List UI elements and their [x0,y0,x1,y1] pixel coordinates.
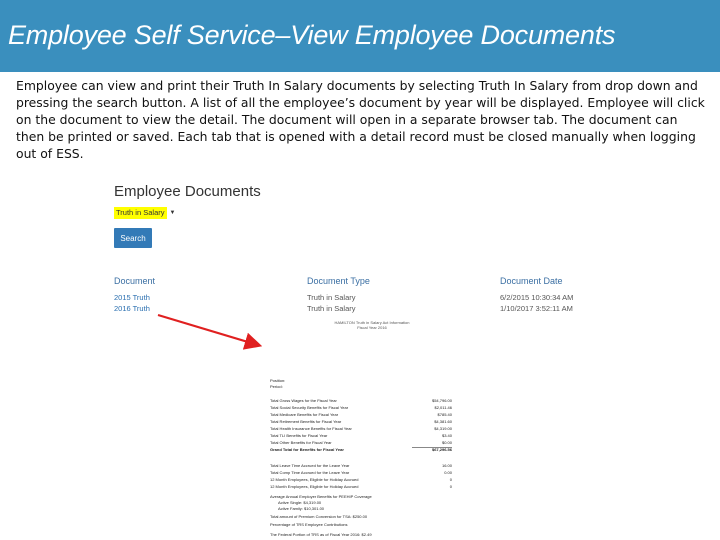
document-date-cell: 6/2/2015 10:30:34 AM [500,293,574,302]
select-value: Truth in Salary [116,207,165,217]
row-value: 0 [449,477,452,482]
search-button[interactable]: Search [114,228,152,248]
document-detail-preview [262,318,458,540]
preview-row [270,463,452,470]
document-date-cell: 1/10/2017 3:52:11 AM [500,304,573,313]
preview-meta [270,378,285,390]
note-text: Average Annual Employer Benefits for PEEHIP Coverage [270,494,372,499]
row-label: Total Social Security Benefits for Fiscal Year [270,405,349,410]
preview-meta-line: Position: [270,378,286,383]
row-value: $4,381.60 [434,419,452,424]
preview-row [270,419,452,426]
preview-header [292,320,452,330]
row-value: $54,796.00 [431,398,452,403]
row-label: Grand Total for Benefits for Fiscal Year [270,447,344,452]
row-label: Total Leave Time Accrued for the Leave Year [270,463,350,468]
document-type-cell: Truth in Salary [307,293,356,302]
preview-note [270,514,452,521]
preview-row [270,405,452,412]
row-value: $3.40 [441,433,452,438]
slide-body-text: Employee can view and print their Truth In Salary documents by selecting Truth In Salary from drop down and pressing the search button. A list of all the employee’s document by year will be displayed. Employee will click on the document to view the detail. The document will open in a separate browser tab. The document can then be printed or saved. Each tab that is opened with a detail record must be closed manually when logging out of ESS. [16,78,705,161]
employee-documents-screenshot [106,175,676,325]
row-label: 12 Month Employees, Eligible for Holiday Accrued [270,484,359,489]
preview-note [278,506,460,513]
preview-row [270,433,452,440]
document-type-cell: Truth in Salary [307,304,356,313]
document-link-2016[interactable]: 2016 Truth [114,304,150,313]
row-value: $4,319.00 [434,426,452,431]
document-link-2015[interactable]: 2015 Truth [114,293,150,302]
chevron-down-icon: ▼ [169,209,176,216]
preview-total-row [270,447,452,454]
preview-row [270,398,452,405]
preview-meta-line: Period: [270,384,283,389]
preview-row [270,412,452,419]
preview-note [270,522,452,529]
preview-note [270,532,452,539]
preview-header-line: HAMILTON Truth in Salary Act Information [334,320,410,325]
row-label: Total Medicare Benefits for Fiscal Year [270,412,339,417]
document-type-select[interactable] [114,206,175,219]
row-label: Total Comp Time Accrued for the Leave Year [270,470,350,475]
preview-row [270,477,452,484]
note-text: Total amount of Premium Conversion for TSA: $250.00 [270,514,368,519]
row-label: Total Gross Wages for the Fiscal Year [270,398,337,403]
slide-title: Employee Self Service–View Employee Documents [8,20,616,50]
preview-row [270,470,452,477]
slide-title-bar [0,0,720,72]
preview-row [270,440,452,447]
row-label: Total Health Insurance Benefits for Fiscal Year [270,426,352,431]
preview-row [270,426,452,433]
row-value: $0.00 [441,440,452,445]
note-text: The Federal Portion of TRS as of Fiscal Year 2016: $2.49 [270,532,372,537]
preview-header-line: Fiscal Year 2016 [357,325,387,330]
row-value: 16.00 [441,463,452,468]
note-text: Active Single: $4,319.00 [278,500,322,505]
column-header-document: Document [114,276,156,286]
note-text: Percentage of TRS Employee Contributions [270,522,348,527]
row-label: 12 Month Employees, Eligible for Holiday Accrued [270,477,359,482]
row-value: $67,296.56 [431,447,452,452]
page-title: Employee Documents [114,183,261,200]
row-value: $785.40 [437,412,452,417]
note-text: Active Family: $10,301.00 [278,506,325,511]
row-value: $2,011.46 [434,405,452,410]
row-label: Total Other Benefits for Fiscal Year [270,440,332,445]
row-value: 0 [449,484,452,489]
row-value: 0.00 [444,470,452,475]
row-label: Total TLI Benefits for Fiscal Year [270,433,328,438]
column-header-document-date: Document Date [500,276,563,286]
row-label: Total Retirement Benefits for Fiscal Year [270,419,342,424]
preview-row [270,484,452,491]
column-header-document-type: Document Type [307,276,370,286]
